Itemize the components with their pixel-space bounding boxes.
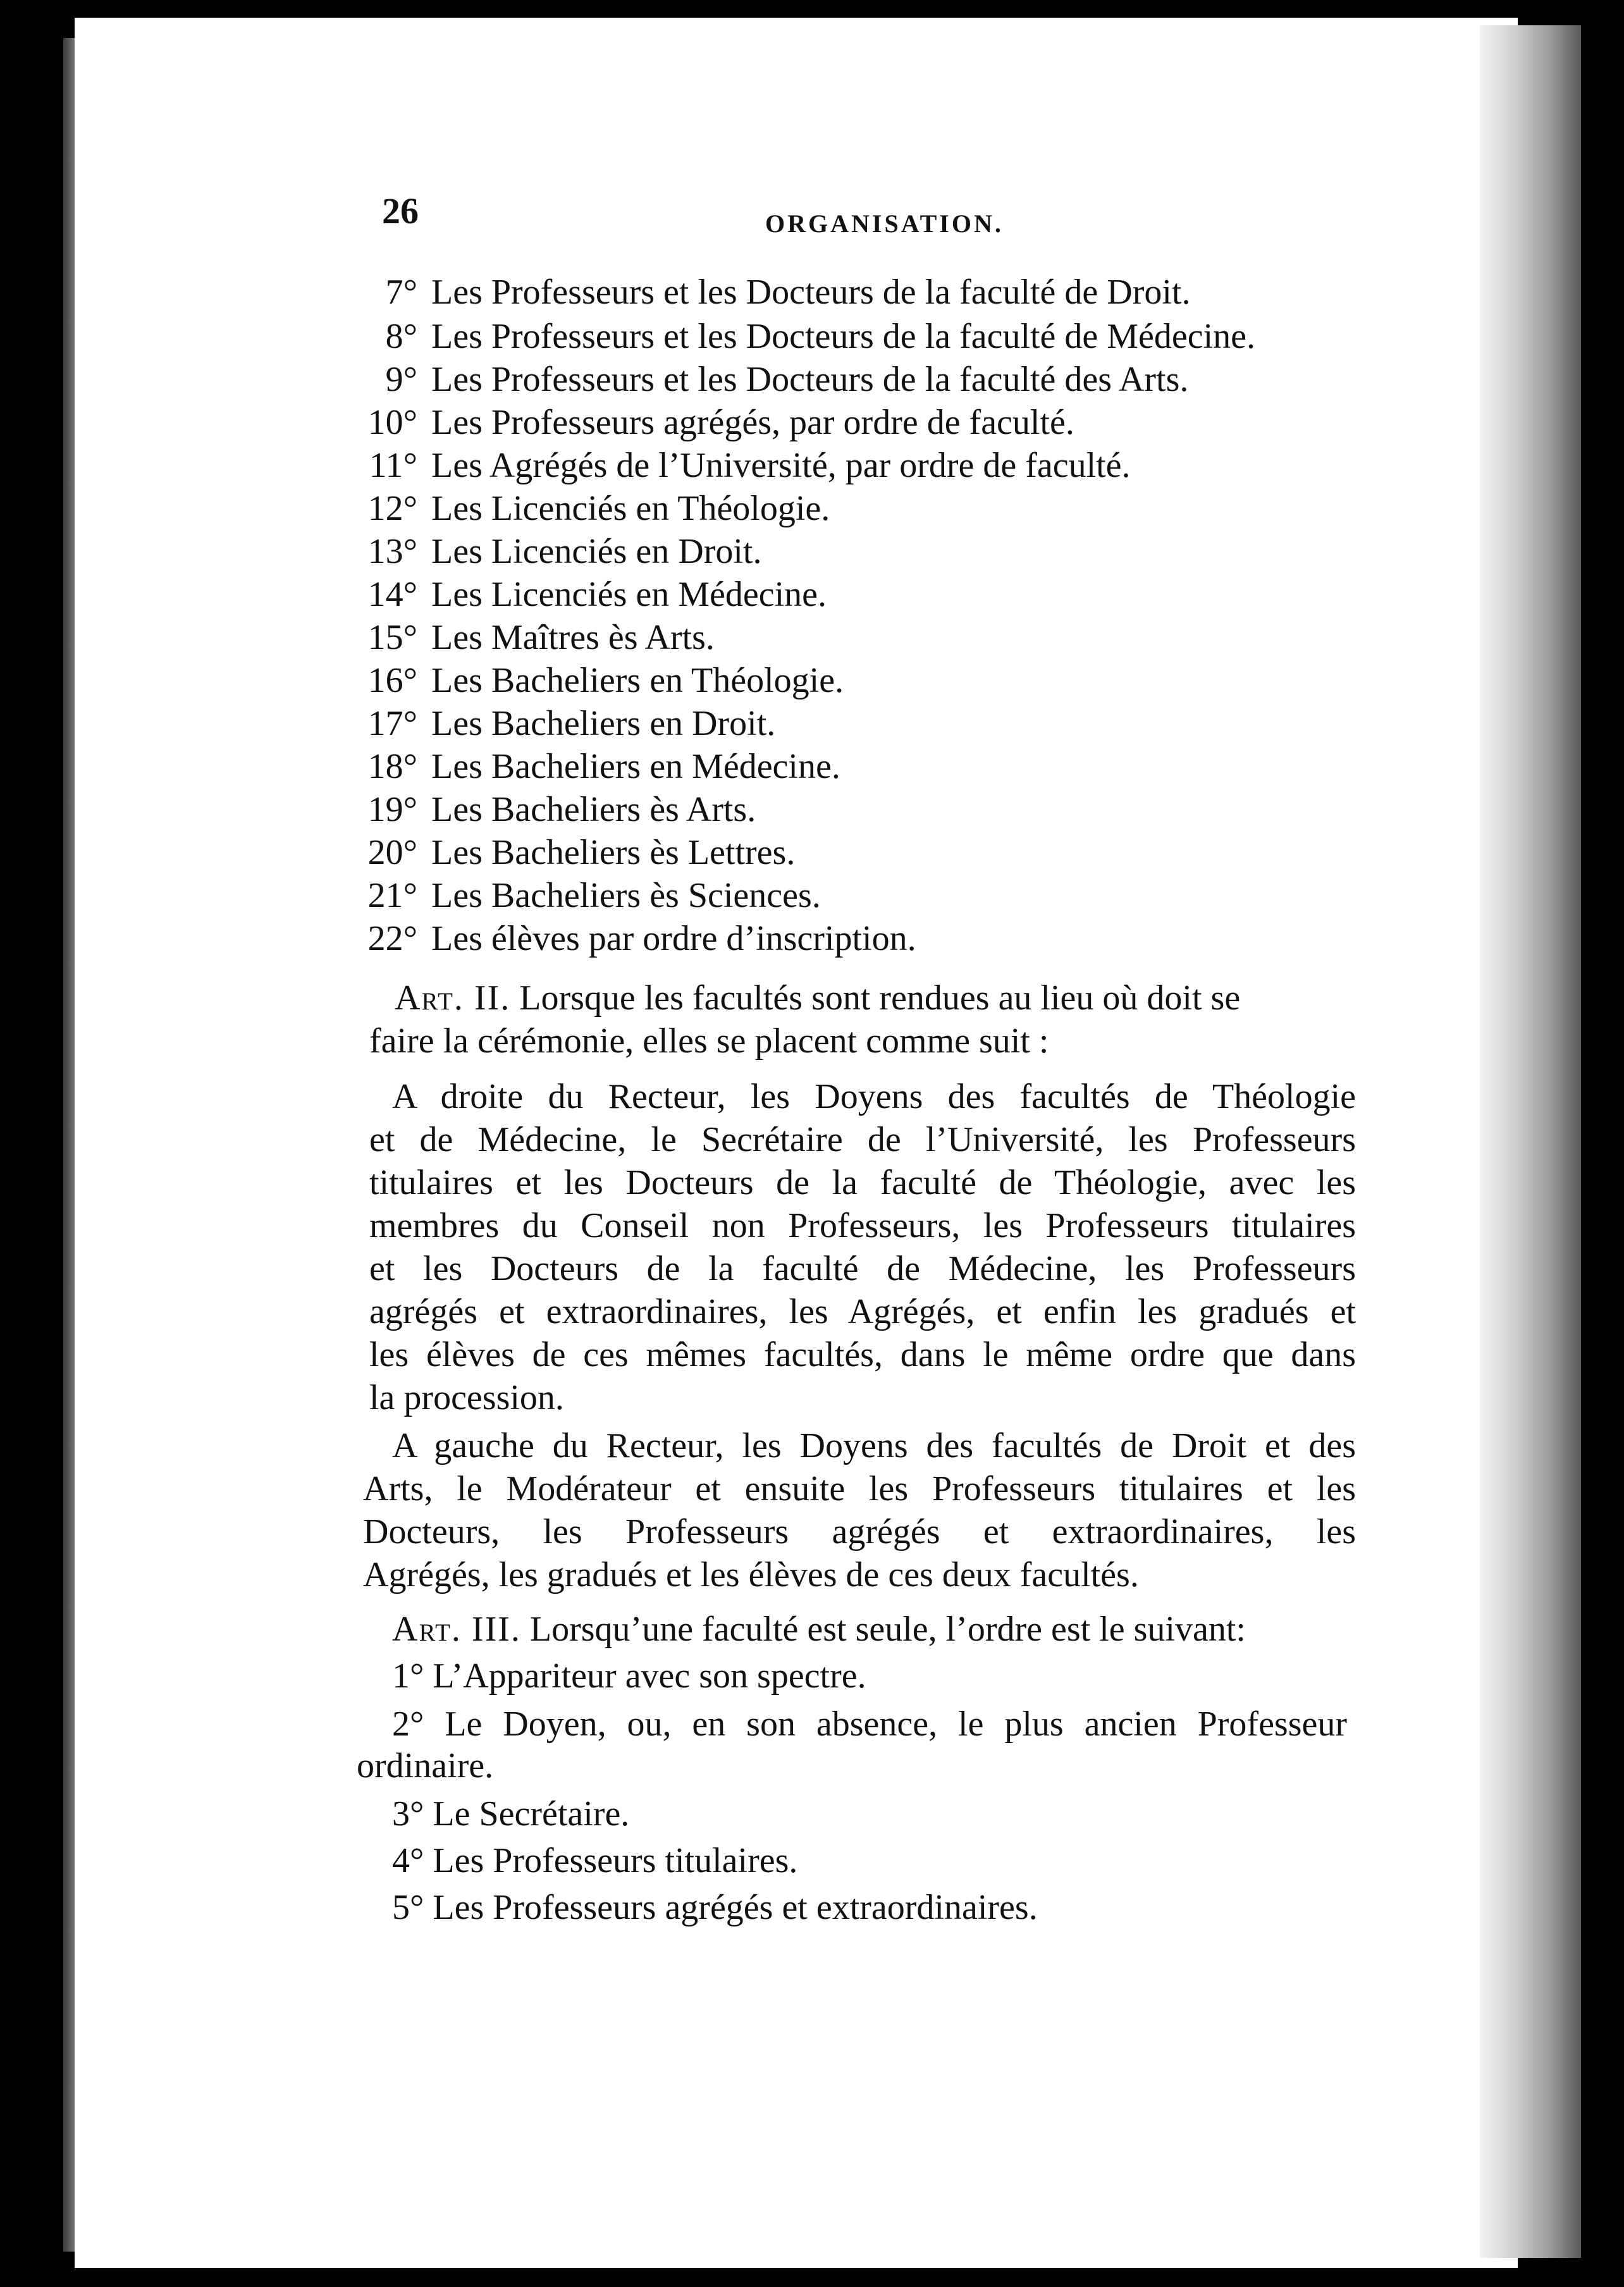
- list-number: 11°: [369, 446, 417, 485]
- list-text: Les Bacheliers ès Sciences.: [431, 876, 821, 915]
- art3-line: [392, 1609, 1246, 1649]
- paragraph-line: A droite du Recteur, les Doyens des facultés de Théologie: [392, 1077, 1356, 1116]
- list-item: [392, 1840, 797, 1881]
- list-number: 2°: [392, 1704, 424, 1744]
- list-text: L’Appariteur avec son spectre.: [433, 1656, 866, 1696]
- list-number: 20°: [367, 833, 417, 872]
- paragraph-line: faire la cérémonie, elles se placent comme suit :: [369, 1021, 1049, 1061]
- list-item: [354, 875, 821, 916]
- list-text: Les Licenciés en Théologie.: [431, 489, 830, 528]
- paragraph-line: la procession.: [369, 1378, 564, 1417]
- paragraph-line: les élèves de ces mêmes facultés, dans le même ordre que dans: [369, 1335, 1356, 1374]
- list-item: [354, 832, 795, 873]
- list-number: 10°: [367, 403, 417, 442]
- paragraph-line: Arts, le Modérateur et ensuite les Professeurs titulaires et les: [363, 1469, 1356, 1508]
- list-text: Les Professeurs et les Docteurs de la faculté de Médecine.: [431, 317, 1256, 356]
- list-number: 14°: [367, 575, 417, 614]
- paragraph-line: et de Médecine, le Secrétaire de l’Université, les Professeurs: [369, 1120, 1356, 1159]
- list-number: 7°: [385, 273, 417, 312]
- article-label: Art. III.: [392, 1610, 521, 1649]
- list-text: Les Bacheliers ès Arts.: [431, 790, 756, 829]
- list-item: [392, 1656, 866, 1696]
- list-item: [354, 574, 827, 615]
- article-text: Lorsque les facultés sont rendues au lieu où doit se: [519, 978, 1241, 1018]
- list-item: [392, 1704, 1347, 1744]
- list-text: Les Professeurs titulaires.: [433, 1841, 798, 1880]
- paragraph-line: Docteurs, les Professeurs agrégés et extraordinaires, les: [363, 1512, 1356, 1551]
- list-number: 13°: [367, 532, 417, 571]
- list-item: [354, 445, 1131, 486]
- paragraph-line: titulaires et les Docteurs de la faculté de Théologie, avec les: [369, 1163, 1356, 1202]
- list-item: [354, 746, 840, 787]
- list-item: [354, 531, 761, 572]
- list-item: [354, 316, 1255, 357]
- list-number: 12°: [367, 489, 417, 528]
- list-item: [354, 488, 830, 529]
- running-title: ORGANISATION.: [765, 209, 1004, 238]
- list-text: Les Bacheliers en Théologie.: [431, 661, 844, 700]
- list-text: Les Bacheliers en Médecine.: [431, 747, 840, 786]
- list-text: Les Agrégés de l’Université, par ordre de faculté.: [431, 446, 1131, 485]
- list-number: 21°: [367, 876, 417, 915]
- paragraph-line: agrégés et extraordinaires, les Agrégés, et enfin les gradués et: [369, 1292, 1356, 1331]
- list-item: [354, 660, 844, 701]
- paragraph-line: A gauche du Recteur, les Doyens des facultés de Droit et des: [392, 1426, 1356, 1465]
- list-text: Les Professeurs agrégés, par ordre de faculté.: [431, 403, 1074, 442]
- list-item-continuation: ordinaire.: [357, 1746, 494, 1785]
- list-number: 5°: [392, 1888, 424, 1927]
- list-number: 3°: [392, 1794, 424, 1834]
- paragraph-line: et les Docteurs de la faculté de Médecine, les Professeurs: [369, 1249, 1356, 1288]
- list-item: [354, 359, 1188, 400]
- art2-first-line: [395, 978, 1356, 1018]
- list-text: Les Bacheliers en Droit.: [431, 704, 776, 743]
- list-number: 1°: [392, 1656, 424, 1696]
- list-number: 9°: [385, 360, 417, 399]
- list-item: [354, 703, 775, 744]
- list-item: [392, 1887, 1038, 1928]
- list-text: Les Professeurs et les Docteurs de la faculté de Droit.: [431, 273, 1191, 312]
- list-text: Les élèves par ordre d’inscription.: [431, 919, 916, 958]
- list-number: 8°: [385, 317, 417, 356]
- list-number: 18°: [367, 747, 417, 786]
- list-number: 15°: [367, 618, 417, 657]
- list-number: 4°: [392, 1841, 424, 1880]
- list-text: Le Doyen, ou, en son absence, le plus ancien Professeur: [445, 1704, 1348, 1744]
- paragraph-line: membres du Conseil non Professeurs, les Professeurs titulaires: [369, 1206, 1356, 1245]
- list-text: Le Secrétaire.: [433, 1794, 630, 1834]
- list-number: 17°: [367, 704, 417, 743]
- list-text: Les Licenciés en Droit.: [431, 532, 762, 571]
- list-text: Les Maîtres ès Arts.: [431, 618, 715, 657]
- list-item: [392, 1794, 629, 1834]
- list-number: 19°: [367, 790, 417, 829]
- list-text: Les Bacheliers ès Lettres.: [431, 833, 796, 872]
- list-item: [354, 272, 1190, 312]
- article-label: Art. II.: [395, 978, 511, 1018]
- list-item: [354, 918, 916, 959]
- list-text: Les Licenciés en Médecine.: [431, 575, 827, 614]
- list-item: [354, 617, 715, 658]
- list-item: [354, 402, 1074, 443]
- article-text: Lorsqu’une faculté est seule, l’ordre est le suivant:: [529, 1610, 1246, 1649]
- page-number: 26: [382, 190, 419, 231]
- page-edge-shadow: [1480, 25, 1581, 2258]
- list-text: Les Professeurs agrégés et extraordinaires.: [433, 1888, 1038, 1927]
- list-item: [354, 789, 756, 830]
- paragraph-line: Agrégés, les gradués et les élèves de ces deux facultés.: [363, 1555, 1139, 1594]
- list-text: Les Professeurs et les Docteurs de la faculté des Arts.: [431, 360, 1189, 399]
- list-number: 16°: [367, 661, 417, 700]
- list-number: 22°: [367, 919, 417, 958]
